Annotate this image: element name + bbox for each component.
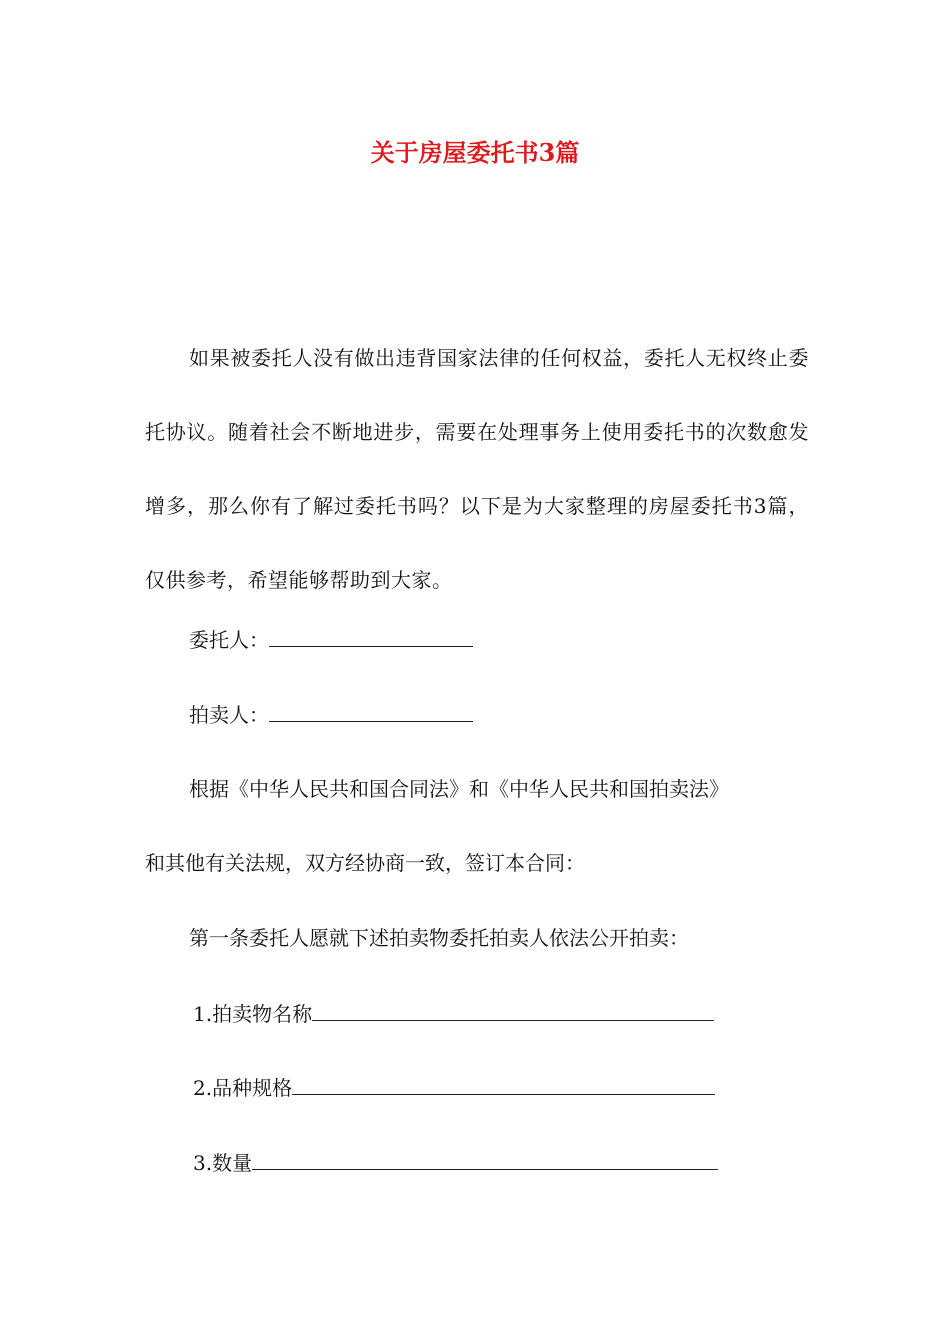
item-quantity-blank-line	[252, 1147, 718, 1170]
client-label: 委托人：	[189, 628, 269, 652]
item-quantity-field	[193, 1145, 718, 1181]
item-name-field	[193, 996, 714, 1032]
auctioneer-field	[189, 697, 473, 733]
auctioneer-blank-line	[269, 699, 473, 722]
item-spec-field	[193, 1070, 715, 1106]
client-field	[189, 622, 473, 658]
item-spec-label: 2.品种规格	[193, 1076, 293, 1100]
item-name-blank-line	[312, 998, 714, 1021]
article-1: 第一条委托人愿就下述拍卖物委托拍卖人依法公开拍卖：	[189, 926, 689, 950]
document-title: 关于房屋委托书3篇	[370, 138, 580, 167]
item-name-label: 1.拍卖物名称	[193, 1002, 313, 1026]
item-quantity-label: 3.数量	[193, 1151, 253, 1175]
legal-basis-line-2: 和其他有关法规，双方经协商一致，签订本合同：	[145, 851, 585, 875]
legal-basis-line-1: 根据《中华人民共和国合同法》和《中华人民共和国拍卖法》	[189, 777, 729, 801]
intro-paragraph: 如果被委托人没有做出违背国家法律的任何权益，委托人无权终止委托协议。随着社会不断地进步，需要在处理事务上使用委托书的次数愈发增多，那么你有了解过委托书吗？以下是为大家整理的房屋委托书3篇，仅供参考，希望能够帮助到大家。	[145, 346, 809, 592]
client-blank-line	[269, 624, 473, 647]
auctioneer-label: 拍卖人：	[189, 703, 269, 727]
item-spec-blank-line	[292, 1072, 715, 1095]
